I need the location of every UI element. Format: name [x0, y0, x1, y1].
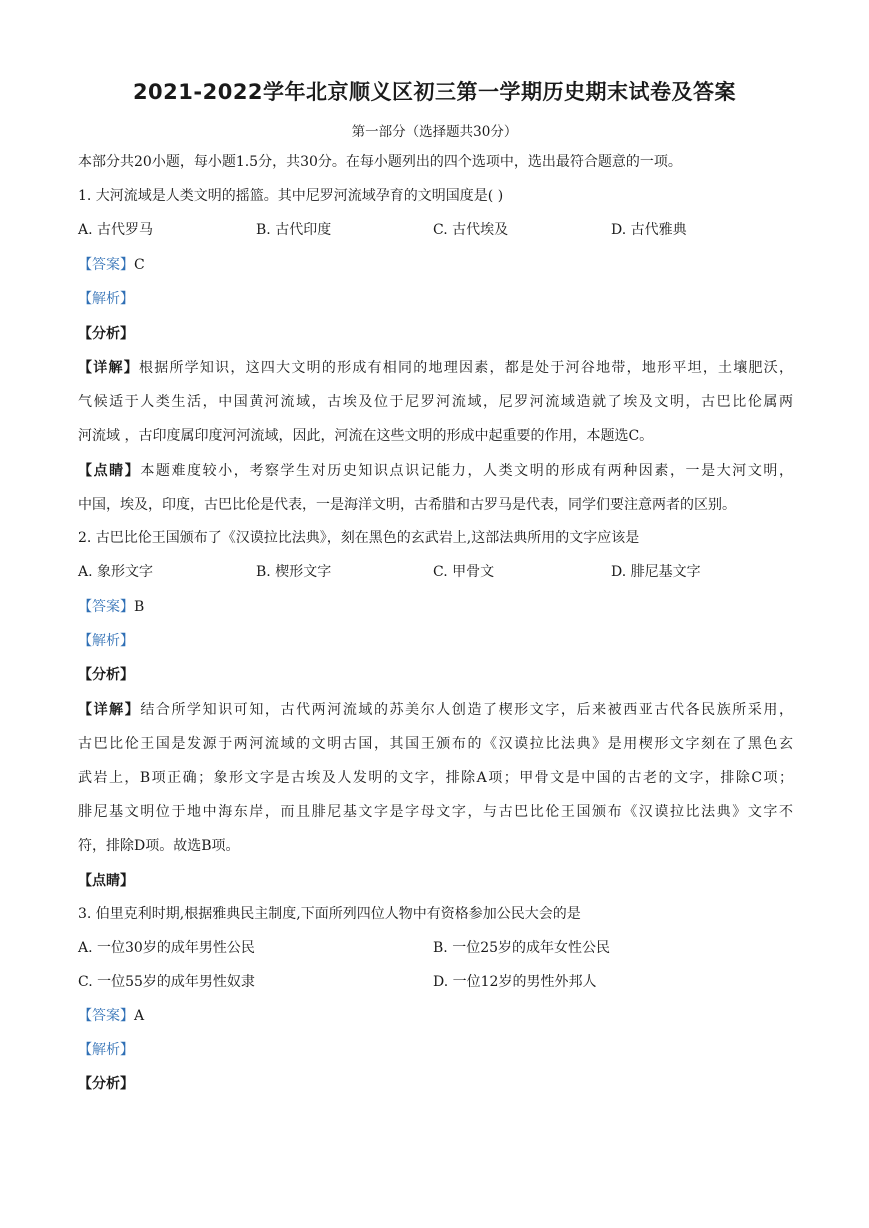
question-2-detail-line: 古巴比伦王国是发源于两河流域的文明古国，其国王颁布的《汉谟拉比法典》是用楔形文字刻在了黑色玄 — [78, 736, 793, 752]
detail-text: 结合所学知识可知，古代两河流域的苏美尔人创造了楔形文字，后来被西亚古代各民族所采用， — [140, 702, 793, 718]
question-1-option-c: C. 古代埃及 — [433, 222, 509, 238]
question-2-option-c: C. 甲骨文 — [433, 564, 495, 580]
answer-label: 【答案】 — [78, 257, 134, 273]
detail-label: 【详解】 — [78, 360, 139, 376]
question-3-option-c: C. 一位55岁的成年男性奴隶 — [78, 974, 255, 990]
question-1-answer — [78, 256, 793, 274]
question-2-fenxi-label: 【分析】 — [78, 667, 134, 683]
answer-label: 【答案】 — [78, 1008, 134, 1024]
question-1-detail-line — [78, 359, 793, 377]
detail-text: 根据所学知识，这四大文明的形成有相同的地理因素，都是处于河谷地带，地形平坦，土壤肥沃， — [138, 360, 793, 376]
question-2-option-d: D. 腓尼基文字 — [611, 564, 701, 580]
answer-value: C — [134, 257, 145, 273]
question-1-comment-line: 中国，埃及，印度，古巴比伦是代表，一是海洋文明，古希腊和古罗马是代表，同学们要注意两者的区别。 — [78, 497, 736, 513]
question-1-option-d: D. 古代雅典 — [611, 222, 687, 238]
question-3-option-b: B. 一位25岁的成年女性公民 — [433, 940, 611, 956]
comment-label: 【点睛】 — [78, 463, 141, 479]
question-2-detail-line: 腓尼基文明位于地中海东岸，而且腓尼基文字是字母文字，与古巴比伦王国颁布《汉谟拉比法典》文字不 — [78, 804, 793, 820]
question-2-stem: 2. 古巴比伦王国颁布了《汉谟拉比法典》，刻在黑色的玄武岩上,这部法典所用的文字应该是 — [78, 530, 640, 546]
section-header: 第一部分（选择题共30分） — [351, 124, 518, 140]
instructions: 本部分共20小题，每小题1.5分，共30分。在每小题列出的四个选项中，选出最符合题意的一项。 — [78, 154, 682, 170]
comment-text: 本题难度较小，考察学生对历史知识点识记能力，人类文明的形成有两种因素，一是大河文明， — [140, 463, 793, 479]
question-2-comment-label: 【点睛】 — [78, 873, 134, 889]
question-1-detail-line: 河流域 ，古印度属印度河河流域，因此，河流在这些文明的形成中起重要的作用，本题选C。 — [78, 428, 654, 444]
question-2-analysis-label: 【解析】 — [78, 633, 134, 649]
document-title: 2021-2022学年北京顺义区初三第一学期历史期末试卷及答案 — [132, 80, 737, 104]
question-1-stem: 1. 大河流域是人类文明的摇篮。其中尼罗河流域孕育的文明国度是( ) — [78, 188, 504, 204]
detail-label: 【详解】 — [78, 702, 141, 718]
question-1-detail-line: 气候适于人类生活，中国黄河流域，古埃及位于尼罗河流域，尼罗河流域造就了埃及文明，古巴比伦属两 — [78, 394, 793, 410]
answer-value: B — [134, 599, 145, 615]
answer-value: A — [134, 1008, 145, 1024]
question-2-answer — [78, 598, 793, 616]
question-1-option-a: A. 古代罗马 — [78, 222, 154, 238]
question-1-analysis-label: 【解析】 — [78, 291, 134, 307]
question-3-answer — [78, 1007, 793, 1025]
question-3-stem: 3. 伯里克利时期,根据雅典民主制度,下面所列四位人物中有资格参加公民大会的是 — [78, 906, 581, 922]
question-2-detail-line: 符，排除D项。故选B项。 — [78, 838, 240, 854]
question-2-option-b: B. 楔形文字 — [256, 564, 332, 580]
answer-label: 【答案】 — [78, 599, 134, 615]
question-3-fenxi-label: 【分析】 — [78, 1076, 134, 1092]
question-1-comment-line — [78, 462, 793, 480]
question-1-fenxi-label: 【分析】 — [78, 326, 134, 342]
question-3-option-a: A. 一位30岁的成年男性公民 — [78, 940, 255, 956]
question-2-option-a: A. 象形文字 — [78, 564, 154, 580]
question-2-detail-line: 武岩上，B项正确；象形文字是古埃及人发明的文字，排除A项；甲骨文是中国的古老的文字，排除C项； — [78, 770, 793, 786]
question-3-option-d: D. 一位12岁的男性外邦人 — [433, 974, 597, 990]
question-1-option-b: B. 古代印度 — [256, 222, 332, 238]
question-3-analysis-label: 【解析】 — [78, 1042, 134, 1058]
question-2-detail-line — [78, 701, 793, 719]
